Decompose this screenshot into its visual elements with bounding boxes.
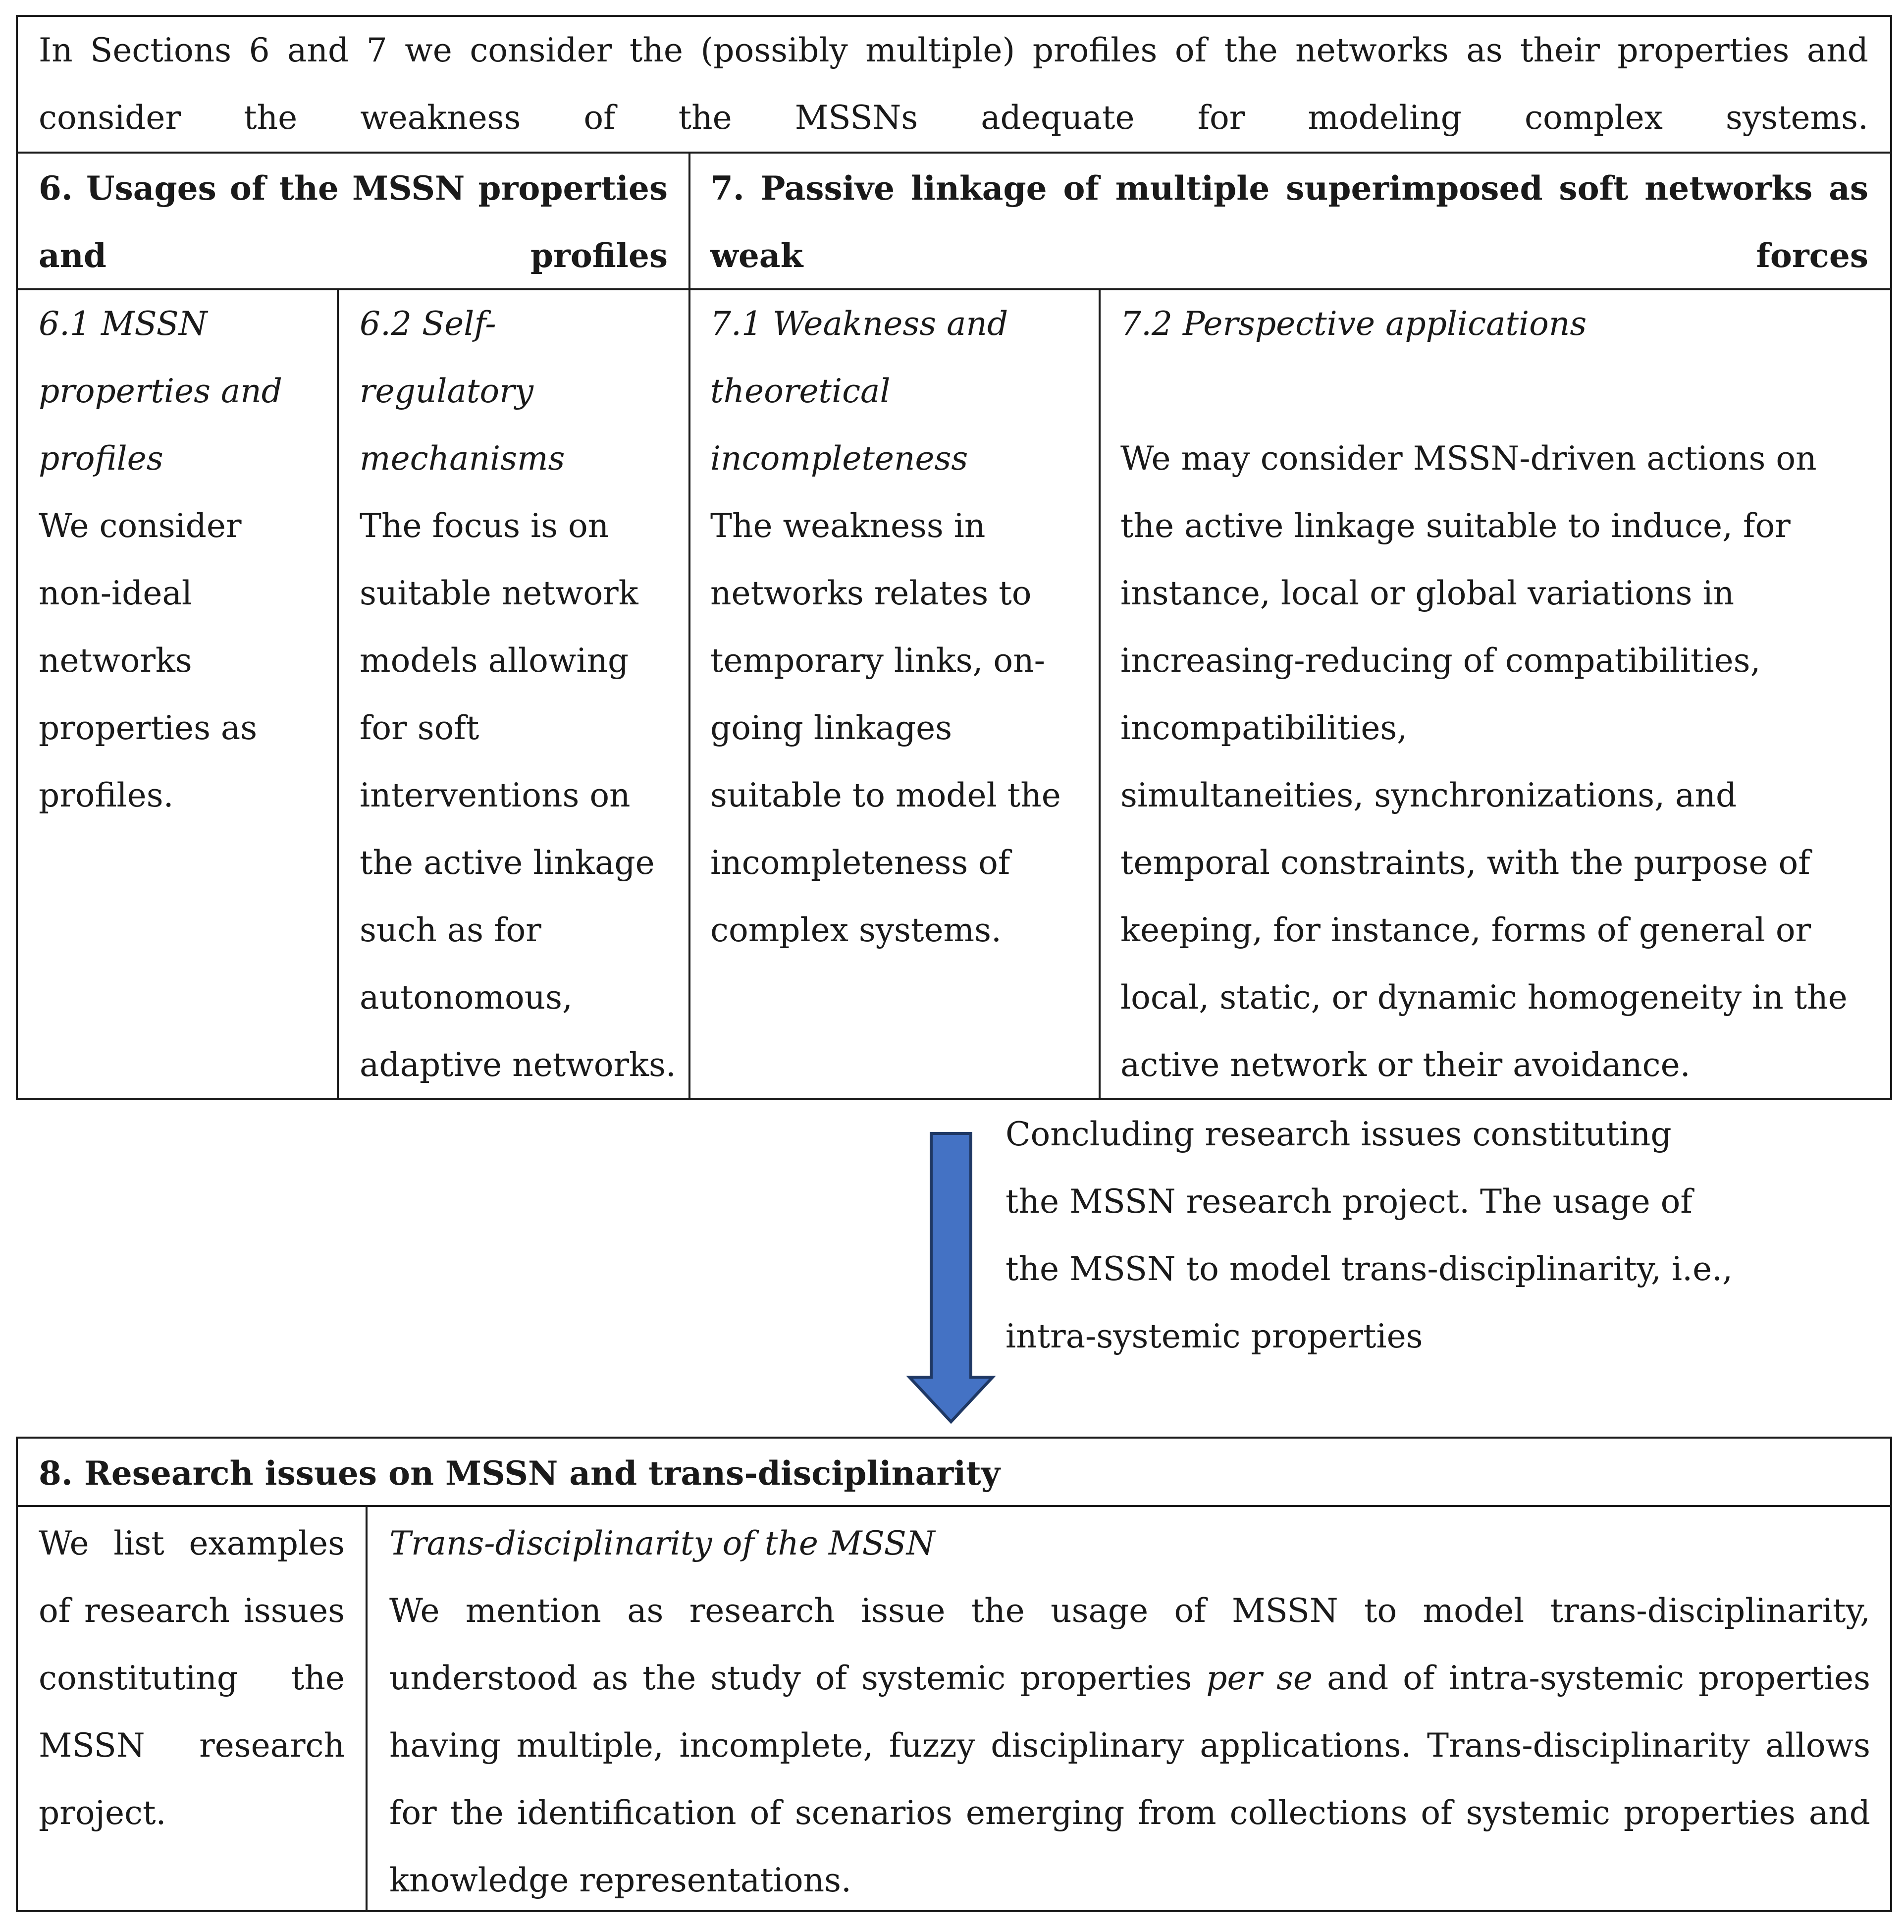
top-table-divider-1 (16, 152, 1892, 154)
subsection-6-2-body: The focus is on suitable network models allowing for soft interventions on the active linkage such as for autonomous, adaptive networks. (360, 507, 676, 1084)
section-8-right-body (389, 1577, 1870, 1914)
section-8-right-body-em: per se (1206, 1659, 1313, 1697)
arrow-caption: Concluding research issues constituting the MSSN research project. The usage of the MSSN to model trans-disciplinarity, i.e., intra-systemic properties (1005, 1115, 1733, 1355)
section-8-title: 8. Research issues on MSSN and trans-disciplinarity (39, 1454, 1001, 1493)
sub-6-divider (337, 288, 339, 1100)
subsection-7-2-body-2: simultaneities, synchronizations, and temporal constraints, with the purpose of keeping, for instance, forms of general or local, static, or dynamic homogeneity in the active network or their avoidance. (1120, 776, 1848, 1084)
bottom-table-column-divider (366, 1505, 368, 1912)
section-8-right-body-pre: We mention as research issue the usage of MSSN to model trans-disciplinarity, understood as the study of systemic properties (389, 1592, 1870, 1697)
section-6-title: 6. Usages of the MSSN properties and profiles (39, 169, 668, 275)
section-8-left-text: We list examples of research issues constituting the MSSN research project. (39, 1524, 345, 1832)
sub-7-divider (1099, 288, 1101, 1100)
subsection-6-2-title: 6.2 Self-regulatory mechanisms (360, 305, 565, 478)
section-6-7-divider (688, 152, 690, 1100)
section-7-title: 7. Passive linkage of multiple superimposed soft networks as weak forces (710, 169, 1868, 275)
intro-text: In Sections 6 and 7 we consider the (possibly multiple) profiles of the networks as their properties and consider the weakness of the MSSNs adequate for modeling complex systems. (39, 31, 1868, 137)
subsection-7-1-title: 7.1 Weakness and theoretical incompleteness (710, 305, 1008, 478)
down-arrow-icon (901, 1129, 1001, 1427)
subsection-6-1-title: 6.1 MSSN properties and profiles (39, 305, 283, 478)
subsection-7-1-body: The weakness in networks relates to temporary links, on-going linkages suitable to model the incompleteness of complex systems. (710, 507, 1061, 949)
section-8-right-title: Trans-disciplinarity of the MSSN (389, 1524, 935, 1562)
subsection-6-1-body: We consider non-ideal networks properties as profiles. (39, 507, 258, 814)
down-arrow-shape (909, 1133, 993, 1422)
subsection-7-2-body-1: We may consider MSSN-driven actions on the active linkage suitable to induce, for instance, local or global variations in increasing-reducing of compatibilities, incompatibilities, (1120, 439, 1817, 747)
section-8-right-body-post: and of intra-systemic properties having multiple, incomplete, fuzzy disciplinary applications. Trans-disciplinarity allows for the identification of scenarios emerging from collections of systemic properties and knowledge representations. (389, 1659, 1870, 1899)
subsection-7-2-title: 7.2 Perspective applications (1120, 305, 1587, 343)
